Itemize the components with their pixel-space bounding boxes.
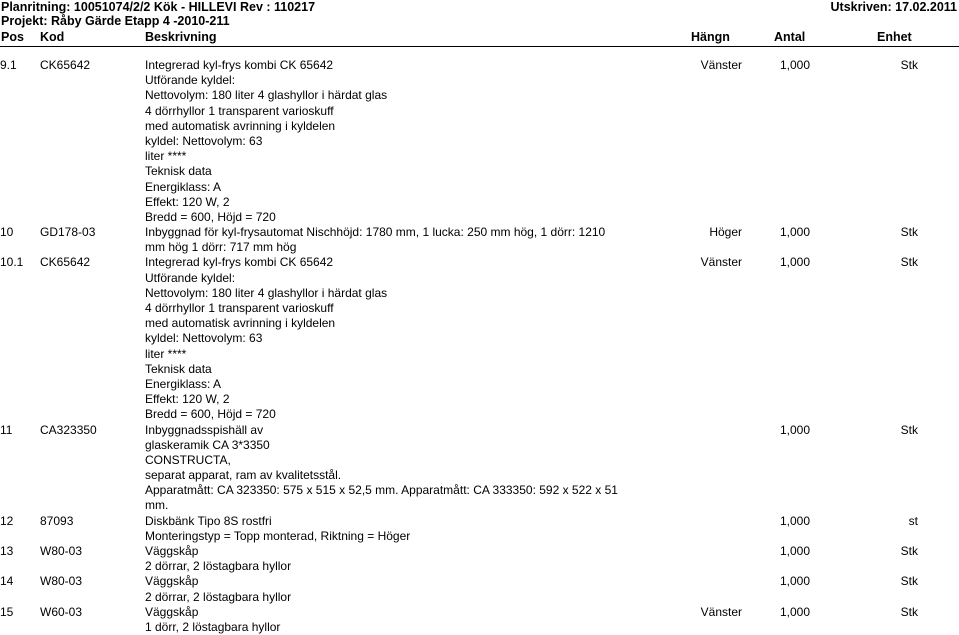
item-pos: 12 [0,513,14,528]
item-line [0,423,959,438]
item-unit: st [908,513,918,528]
item-description: Teknisk data [145,361,212,376]
plan-title: Planritning: 10051074/2/2 Kök - HILLEVI Rev : 110217 [1,0,316,14]
item-line [0,377,959,392]
item-code: W80-03 [40,574,83,589]
item-code: W60-03 [40,604,83,619]
item-line [0,438,959,453]
item-hinge: Höger [709,225,742,240]
col-pos: Pos [1,30,24,44]
item-line [0,559,959,574]
item-unit: Stk [900,422,918,437]
item-description: Monteringstyp = Topp monterad, Riktning = Höger [145,528,411,543]
item-pos: 13 [0,544,14,558]
list-item [0,514,959,544]
item-description: Bredd = 600, Höjd = 720 [145,407,276,422]
item-description: 4 dörrhyllor 1 transparent varioskuff [145,301,334,315]
item-description: separat apparat, ram av kvalitetsstål. [145,468,342,483]
item-description: Energiklass: A [145,376,222,391]
item-code: CK65642 [40,255,91,270]
item-line [0,347,959,362]
item-description: kyldel: Nettovolym: 63 [145,133,263,148]
item-line [0,180,959,195]
item-line [0,574,959,589]
item-code: CA323350 [40,422,97,437]
project-title: Projekt: Råby Gärde Etapp 4 -2010-211 [1,14,230,28]
item-line [0,544,959,559]
item-quantity: 1,000 [779,225,810,240]
item-line [0,605,959,620]
item-line [0,316,959,331]
item-quantity: 1,000 [779,574,810,589]
item-line [0,225,959,240]
item-line [0,255,959,270]
col-antal: Antal [774,30,806,44]
item-line [0,286,959,301]
item-line [0,149,959,164]
item-line [0,498,959,513]
item-code: W80-03 [40,544,83,558]
item-quantity: 1,000 [779,58,810,72]
list-item [0,423,959,514]
item-line [0,529,959,544]
item-list [0,58,959,635]
item-description: Diskbänk Tipo 8S rostfri [145,513,272,528]
item-description: Effekt: 120 W, 2 [145,392,230,407]
item-unit: Stk [900,574,918,589]
item-quantity: 1,000 [779,544,810,558]
item-description: glaskeramik CA 3*3350 [145,437,270,452]
item-line [0,362,959,377]
item-line [0,210,959,225]
column-header-row [0,30,959,45]
item-line [0,514,959,529]
item-pos: 11 [0,422,13,437]
item-line [0,195,959,210]
item-description: Inbyggnad för kyl-frysautomat Nischhöjd: 1780 mm, 1 lucka: 250 mm hög, 1 dörr: 1210 [145,225,606,240]
item-hinge: Vänster [700,255,742,270]
item-description: liter **** [145,346,187,361]
item-line [0,620,959,635]
item-description: mm. [145,498,169,513]
item-description: Integrerad kyl-frys kombi CK 65642 [145,255,334,270]
item-description: 4 dörrhyllor 1 transparent varioskuff [145,103,334,118]
item-pos: 9.1 [0,58,17,72]
item-line [0,407,959,422]
item-quantity: 1,000 [779,604,810,619]
list-item [0,58,959,225]
item-line [0,240,959,255]
item-description: mm hög 1 dörr: 717 mm hög [145,240,297,255]
item-description: 1 dörr, 2 löstagbara hyllor [145,619,281,634]
item-description: Teknisk data [145,164,212,179]
item-unit: Stk [900,544,918,558]
item-description: Inbyggnadsspishäll av [145,422,264,437]
item-unit: Stk [900,225,918,240]
list-item [0,255,959,422]
item-description: Bredd = 600, Höjd = 720 [145,209,276,224]
item-line [0,104,959,119]
item-description: 2 dörrar, 2 löstagbara hyllor [145,559,292,574]
item-line [0,392,959,407]
item-pos: 10 [0,225,14,240]
item-code: 87093 [40,513,74,528]
item-description: med automatisk avrinning i kyldelen [145,118,336,133]
col-kod: Kod [40,30,65,44]
item-code: CK65642 [40,58,91,72]
header-divider [0,46,959,47]
item-quantity: 1,000 [779,422,810,437]
item-line [0,590,959,605]
list-item [0,605,959,635]
item-description: liter **** [145,149,187,164]
item-description: Väggskåp [145,604,199,619]
item-line [0,73,959,88]
col-beskrivning: Beskrivning [145,30,217,44]
item-line [0,301,959,316]
item-description: Väggskåp [145,574,199,589]
item-line [0,119,959,134]
item-line [0,58,959,73]
item-pos: 10.1 [0,255,24,270]
item-description: Integrerad kyl-frys kombi CK 65642 [145,58,334,72]
print-date: Utskriven: 17.02.2011 [830,0,957,14]
header-line-1 [0,0,959,15]
item-line [0,271,959,286]
item-description: Utförande kyldel: [145,73,236,88]
item-line [0,164,959,179]
col-hangn: Hängn [691,30,730,44]
list-item [0,544,959,574]
item-hinge: Vänster [700,604,742,619]
item-description: Apparatmått: CA 323350: 575 x 515 x 52,5 mm. Apparatmått: CA 333350: 592 x 522 x 51 [145,483,618,498]
item-description: Nettovolym: 180 liter 4 glashyllor i härdat glas [145,285,388,300]
item-code: GD178-03 [40,225,96,240]
item-pos: 15 [0,604,14,619]
item-description: kyldel: Nettovolym: 63 [145,331,263,346]
item-unit: Stk [900,58,918,72]
item-description: CONSTRUCTA, [145,452,231,467]
item-line [0,468,959,483]
item-description: med automatisk avrinning i kyldelen [145,316,336,331]
item-quantity: 1,000 [779,513,810,528]
item-pos: 14 [0,574,14,589]
item-description: Nettovolym: 180 liter 4 glashyllor i härdat glas [145,88,388,103]
header-line-2 [0,14,959,29]
list-item [0,225,959,255]
item-description: Energiklass: A [145,179,222,194]
item-description: 2 dörrar, 2 löstagbara hyllor [145,589,292,604]
item-description: Utförande kyldel: [145,270,236,285]
list-item [0,574,959,604]
item-description: Effekt: 120 W, 2 [145,194,230,209]
item-line [0,331,959,346]
item-line [0,88,959,103]
item-quantity: 1,000 [779,255,810,270]
item-line [0,134,959,149]
item-line [0,453,959,468]
item-description: Väggskåp [145,544,199,558]
item-unit: Stk [900,604,918,619]
item-unit: Stk [900,255,918,270]
item-hinge: Vänster [700,58,742,72]
col-enhet: Enhet [877,30,912,44]
item-line [0,483,959,498]
